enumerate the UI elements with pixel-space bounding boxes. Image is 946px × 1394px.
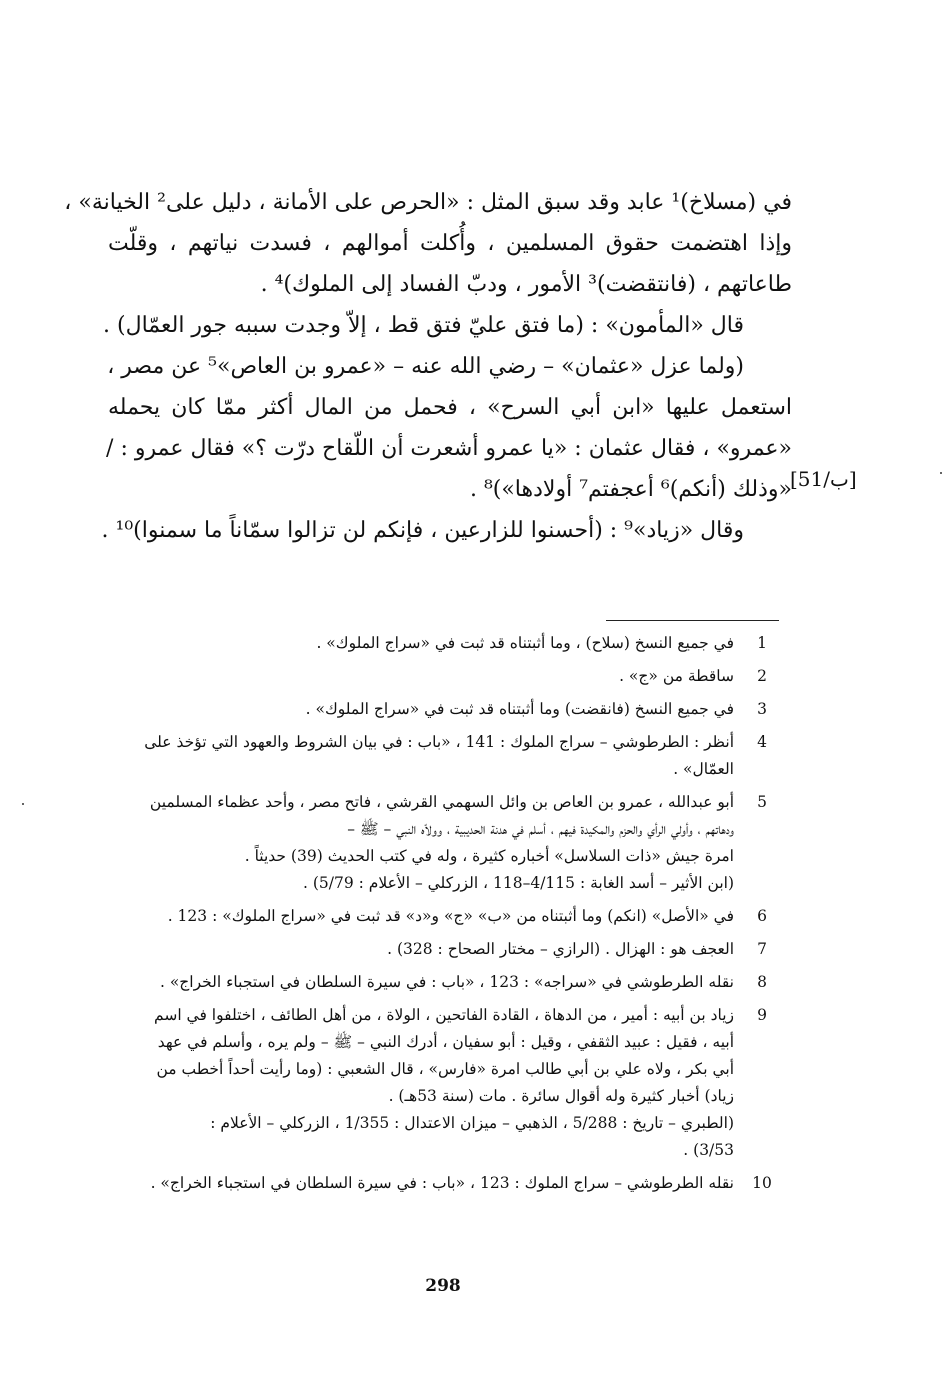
footnote-item bbox=[120, 630, 774, 657]
footnote-number: 2 bbox=[757, 667, 767, 685]
footnote-text: أنظر : الطرطوشي – سراج الملوك : 141 ، «باب : في بيان الشروط والعهود التي تؤخذ على bbox=[144, 733, 734, 751]
footnote-number: 10 bbox=[752, 1174, 772, 1192]
scan-speck bbox=[940, 472, 942, 474]
body-line: «وذلك (أنكم)⁶ أعجفتم⁷ أولادها»)⁸ . bbox=[469, 477, 792, 502]
footnote-text: نقله الطرطوشي في «سراجه» : 123 ، «باب : في سيرة السلطان في استجباء الخراج» . bbox=[159, 973, 734, 991]
footnote-number: 4 bbox=[757, 733, 767, 751]
footnote-text: العمّال» . bbox=[673, 760, 734, 778]
body-line: وقال «زياد»⁹ : (أحسنوا للزارعين ، فإنكم لن تزالوا سمّاناً ما سمنوا)¹⁰ . bbox=[101, 518, 744, 543]
footnote-separator bbox=[606, 620, 779, 621]
scan-speck bbox=[22, 803, 24, 805]
footnote-item bbox=[120, 936, 774, 963]
footnote-number: 6 bbox=[757, 907, 767, 925]
footnote-text: أبيه ، فقيل : عبيد الثقفي ، وقيل : أبو سفيان ، أدرك النبي – ﷺ – ولم يره ، وأسلم في عهد bbox=[157, 1033, 734, 1051]
footnote-item bbox=[120, 1002, 774, 1164]
footnote-text: ساقطة من «ج» . bbox=[619, 667, 734, 685]
footnote-number: 1 bbox=[757, 634, 767, 652]
footnote-text: أبو عبدالله ، عمرو بن العاص بن وائل السهمي القرشي ، فاتح مصر ، وأحد عظماء المسلمين bbox=[149, 793, 734, 811]
footnotes-section bbox=[120, 630, 774, 1203]
footnote-item bbox=[120, 789, 774, 897]
footnote-text: ودهاتهم ، وأولي الرأي والحزم والمكيدة فيهم ، أسلم في هدنة الحديبية ، وولاّه النبي – ﷺ – bbox=[347, 820, 734, 838]
body-line: وإذا اهتضمت حقوق المسلمين ، وأُكلت أموالهم ، فسدت نياتهم ، وقلّت bbox=[108, 231, 792, 256]
body-line: «عمرو» ، فقال عثمان : «يا عمرو أشعرت أن اللّقاح درّت ؟» فقال عمرو : / bbox=[106, 436, 792, 461]
body-line: قال «المأمون» : (ما فتق عليّ فتق قط ، إلاّ وجدت سببه جور العمّال) . bbox=[103, 313, 744, 338]
page-number: 298 bbox=[425, 1276, 461, 1296]
footnote-item bbox=[120, 729, 774, 783]
footnote-number: 3 bbox=[757, 700, 767, 718]
body-line: طاعاتهم ، (فانتقضت)³ الأمور ، ودبّ الفساد إلى الملوك)⁴ . bbox=[260, 272, 792, 297]
main-text-block bbox=[64, 182, 792, 551]
footnote-text: في جميع النسخ (فانقضت) وما أثبتناه قد ثبت في «سراج الملوك» . bbox=[305, 700, 734, 718]
manuscript-folio-marker: [51/ب] bbox=[790, 467, 857, 491]
footnote-text: زياد بن أبيه : أمير ، من الدهاة ، القادة الفاتحين ، الولاة ، من أهل الطائف ، اختلفوا في اسم bbox=[154, 1006, 734, 1024]
footnote-number: 8 bbox=[757, 973, 767, 991]
footnote-text: زياد) أخبار كثيرة وله أقوال سائرة . مات (سنة 53هـ) . bbox=[388, 1087, 734, 1105]
footnote-item bbox=[120, 1170, 774, 1197]
footnote-text: في جميع النسخ (سلاح) ، وما أثبتناه قد ثبت في «سراج الملوك» . bbox=[316, 634, 734, 652]
footnote-text: امرة جيش «ذات السلاسل» أخباره كثيرة ، وله في كتب الحديث (39) حديثاً . bbox=[244, 847, 734, 865]
body-line: استعمل عليها «ابن أبي السرح» ، فحمل من المال أكثر ممّا كان يحمله bbox=[108, 395, 792, 420]
footnote-text: (الطبري – تاريخ : 5/288 ، الذهبي – ميزان الاعتدال : 1/355 ، الزركلي – الأعلام : bbox=[210, 1114, 734, 1132]
footnote-item bbox=[120, 663, 774, 690]
footnote-number: 5 bbox=[757, 793, 767, 811]
footnote-number: 9 bbox=[757, 1006, 767, 1024]
footnote-text: أبي بكر ، ولاه علي بن أبي طالب امرة «فارس» ، قال الشعبي : (وما رأيت أحداً أخطب من bbox=[156, 1060, 734, 1078]
body-line: (ولما عزل «عثمان» – رضي الله عنه – «عمرو بن العاص»⁵ عن مصر ، bbox=[107, 354, 744, 379]
body-line: في (مسلاخ)¹ عابد وقد سبق المثل : «الحرص على الأمانة ، دليل على² الخيانة» ، bbox=[64, 190, 792, 215]
footnote-text: نقله الطرطوشي – سراج الملوك : 123 ، «باب : في سيرة السلطان في استجباء الخراج» . bbox=[150, 1174, 734, 1192]
footnote-item bbox=[120, 969, 774, 996]
footnote-text: العجف هو : الهزال . (الرازي – مختار الصحاح : 328) . bbox=[387, 940, 734, 958]
footnote-item bbox=[120, 696, 774, 723]
footnote-text: 3/53) . bbox=[683, 1141, 734, 1159]
footnote-number: 7 bbox=[757, 940, 767, 958]
footnote-item bbox=[120, 903, 774, 930]
footnote-text: (ابن الأثير – أسد الغابة : 4/115–118 ، الزركلي – الأعلام : 5/79) . bbox=[303, 874, 734, 892]
footnote-text: في «الأصل» (انكم) وما أثبتناه من «ب» «ج» و«د» قد ثبت في «سراج الملوك» : 123 . bbox=[167, 907, 734, 925]
